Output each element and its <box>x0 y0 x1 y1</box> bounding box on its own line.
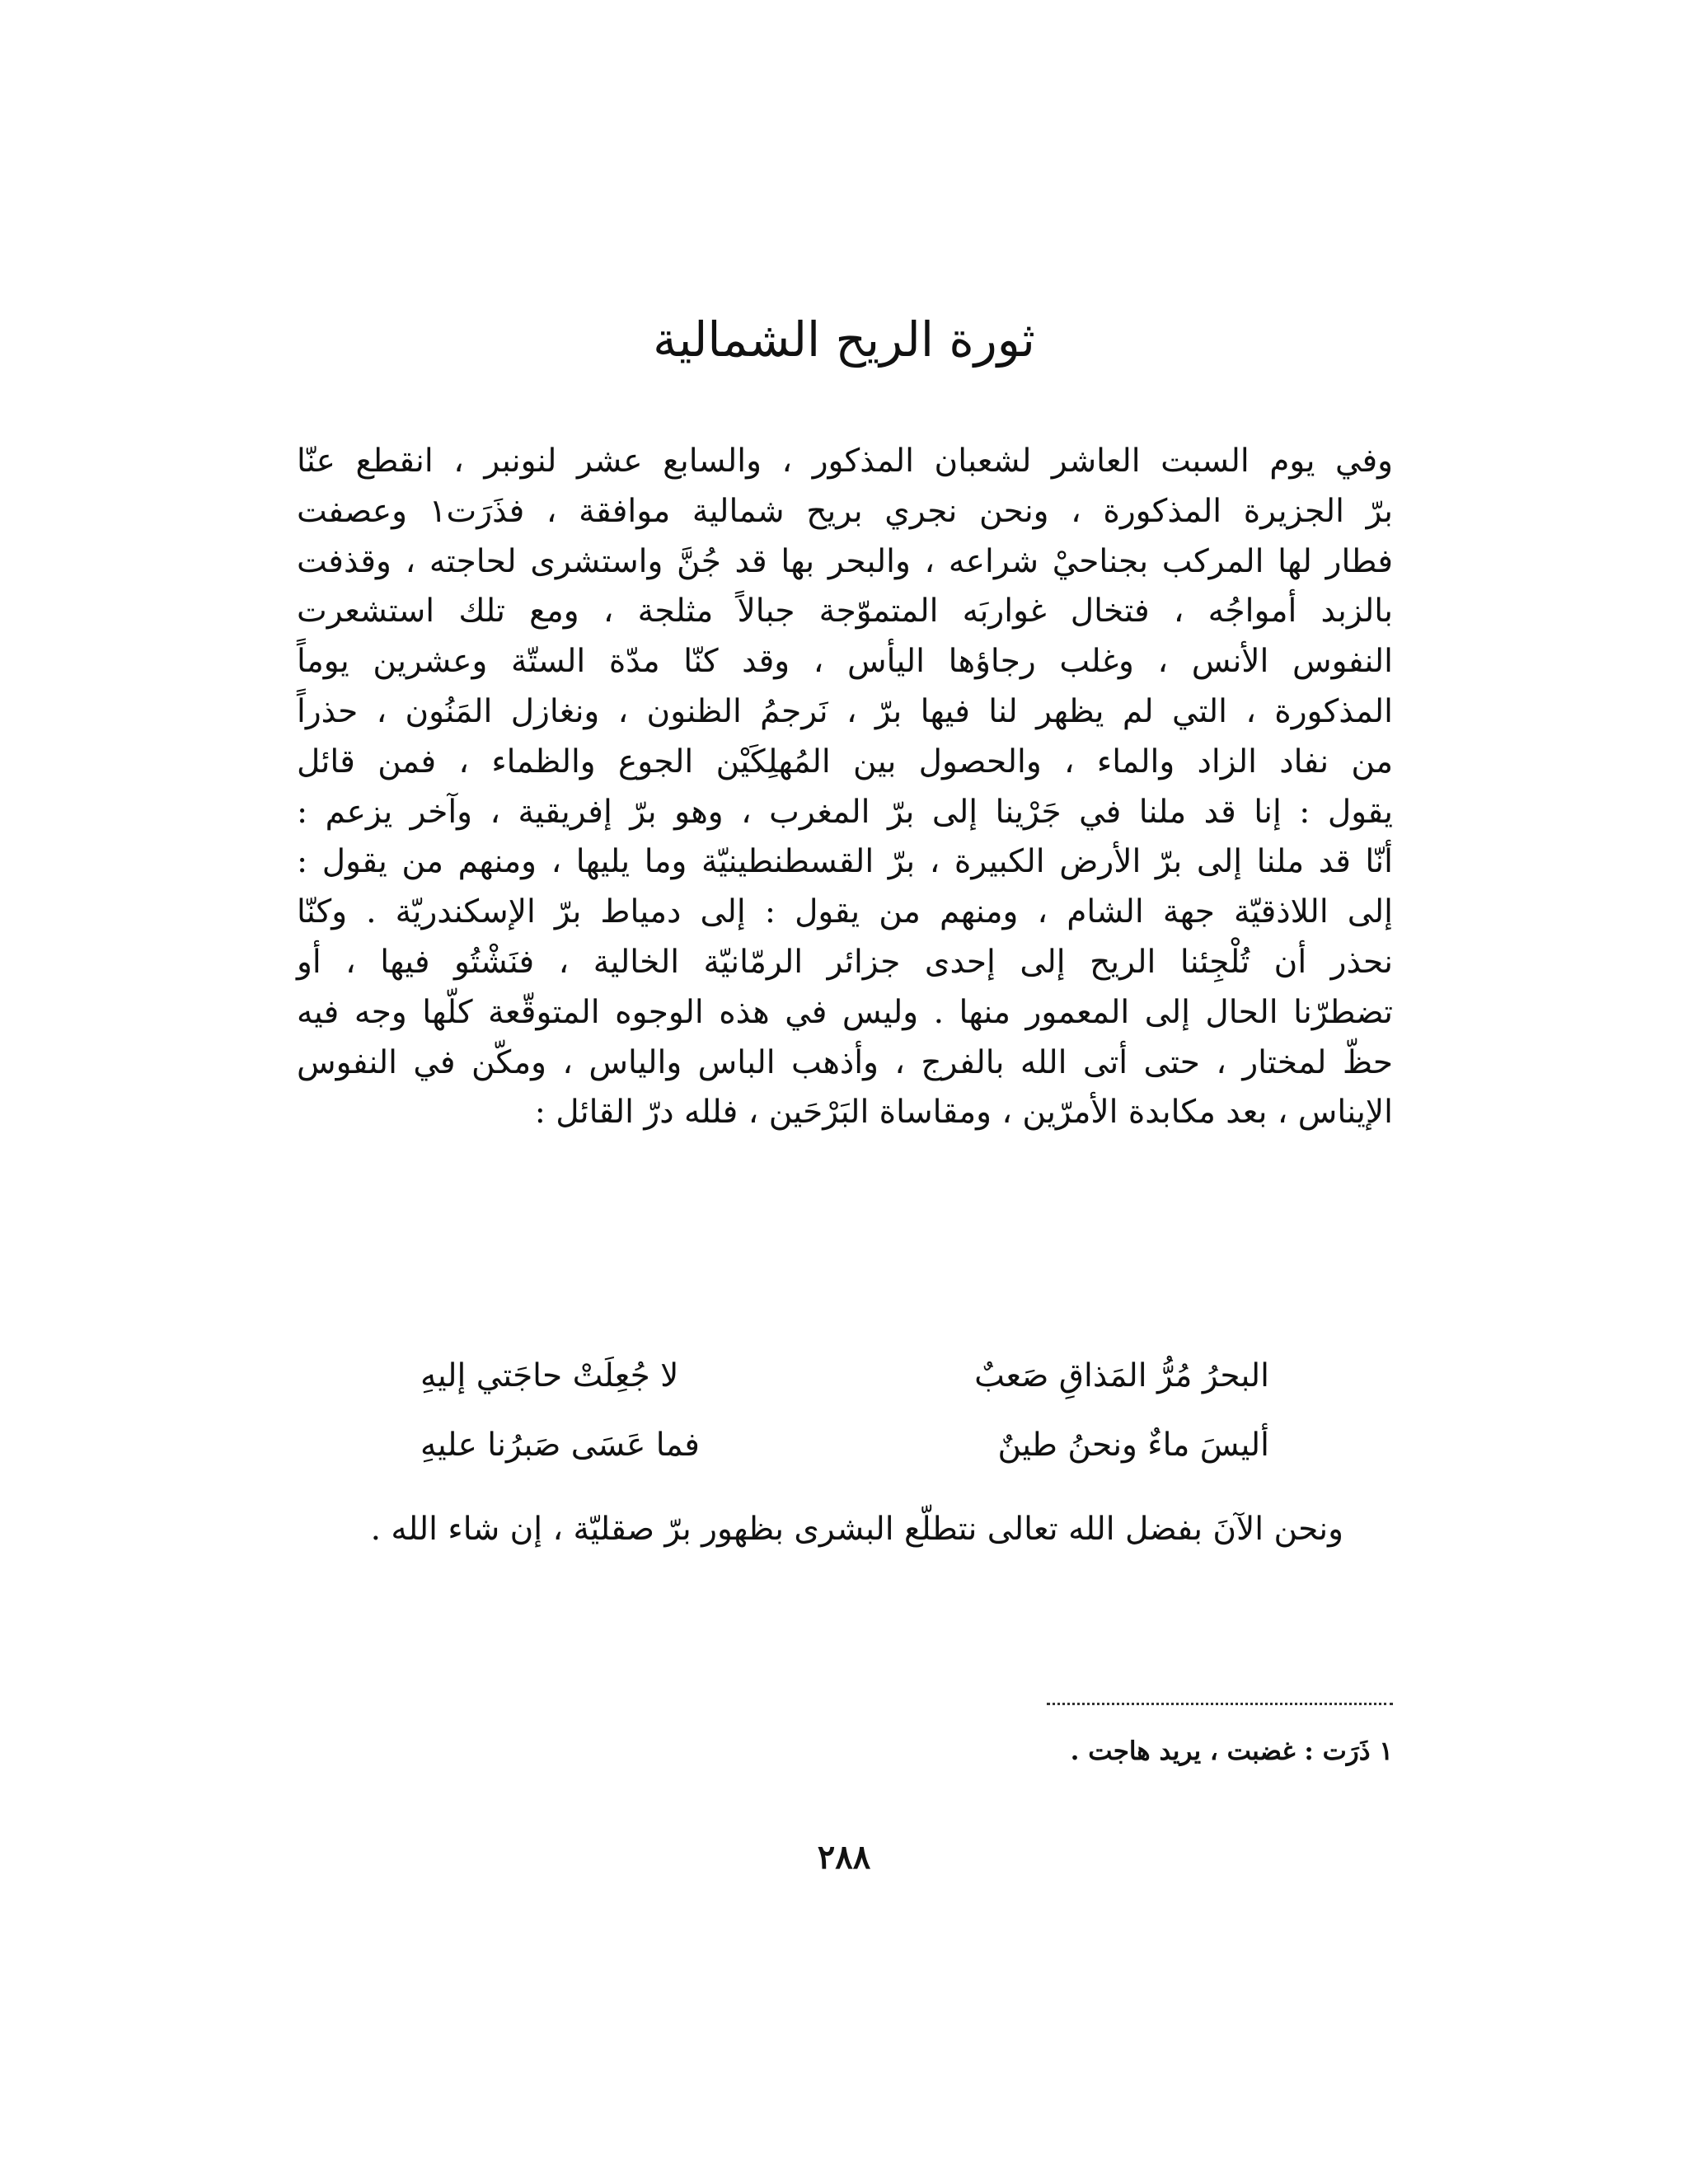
verse-second-hemistich: فما عَسَى صَبرُنا عليهِ <box>420 1427 700 1464</box>
paragraph-line: فطار لها المركب بجناحيْ شراعه ، والبحر بها قد جُنَّ واستشرى لحاجته ، وقذفت <box>297 542 1393 580</box>
page-number: ٢٨٨ <box>817 1838 871 1877</box>
paragraph-line: بالزبد أمواجُه ، فتخال غواربَه المتموّجة جبالاً مثلجة ، ومع تلك استشعرت <box>297 593 1393 630</box>
paragraph-line: تضطرّنا الحال إلى المعمور منها . وليس في هذه الوجوه المتوقّعة كلّها وجه فيه <box>297 993 1393 1031</box>
paragraph-line: وفي يوم السبت العاشر لشعبان المذكور ، والسابع عشر لنونبر ، انقطع عنّا <box>297 443 1393 480</box>
paragraph-line: يقول : إنا قد ملنا في جَرْينا إلى برّ المغرب ، وهو برّ إفريقية ، وآخر يزعم : <box>297 793 1393 831</box>
paragraph-line: إلى اللاذقيّة جهة الشام ، ومنهم من يقول : إلى دمياط برّ الإسكندريّة . وكنّا <box>297 893 1393 931</box>
paragraph-line: نحذر أن تُلْجِئنا الريح إلى إحدى جزائر الرمّانيّة الخالية ، فنَشْتُو فيها ، أو <box>297 943 1393 981</box>
footnote: ١ ذَرَت : غضبت ، يريد هاجت . <box>1070 1736 1393 1766</box>
paragraph-line: أنّا قد ملنا إلى برّ الأرض الكبيرة ، برّ القسطنطينيّة وما يليها ، ومنهم من يقول : <box>297 843 1393 881</box>
paragraph-line: المذكورة ، التي لم يظهر لنا فيها برّ ، نَرجمُ الظنون ، ونغازل المَنُون ، حذراً <box>297 692 1393 730</box>
verse-line <box>420 1411 1269 1480</box>
paragraph-line: برّ الجزيرة المذكورة ، ونحن نجري بريح شمالية موافقة ، فذَرَت١ وعصفت <box>297 492 1393 530</box>
verse-first-hemistich: البحرُ مُرُّ المَذاقِ صَعبٌ <box>974 1357 1269 1394</box>
poem-verse <box>420 1342 1269 1480</box>
main-paragraph <box>297 437 1393 1138</box>
verse-line <box>420 1342 1269 1411</box>
paragraph-line: الإيناس ، بعد مكابدة الأمرّين ، ومقاساة البَرْحَين ، فلله درّ القائل : <box>534 1094 1393 1132</box>
chapter-title: ثورة الريح الشمالية <box>653 312 1035 368</box>
paragraph-line: من نفاد الزاد والماء ، والحصول بين المُهلِكَيْن الجوع والظماء ، فمن قائل <box>297 743 1393 780</box>
verse-second-hemistich: لا جُعِلَتْ حاجَتي إليهِ <box>420 1357 679 1394</box>
closing-sentence: ونحن الآنَ بفضل الله تعالى نتطلّع البشرى بظهور برّ صقليّة ، إن شاء الله . <box>370 1511 1343 1548</box>
verse-first-hemistich: أليسَ ماءٌ ونحنُ طينٌ <box>997 1427 1269 1464</box>
paragraph-line: النفوس الأنس ، وغلب رجاؤها اليأس ، وقد كنّا مدّة الستّة وعشرين يوماً <box>297 643 1393 681</box>
paragraph-line: حظّ لمختار ، حتى أتى الله بالفرج ، وأذهب الباس والياس ، ومكّن في النفوس <box>297 1043 1393 1081</box>
footnote-separator <box>1047 1703 1393 1705</box>
